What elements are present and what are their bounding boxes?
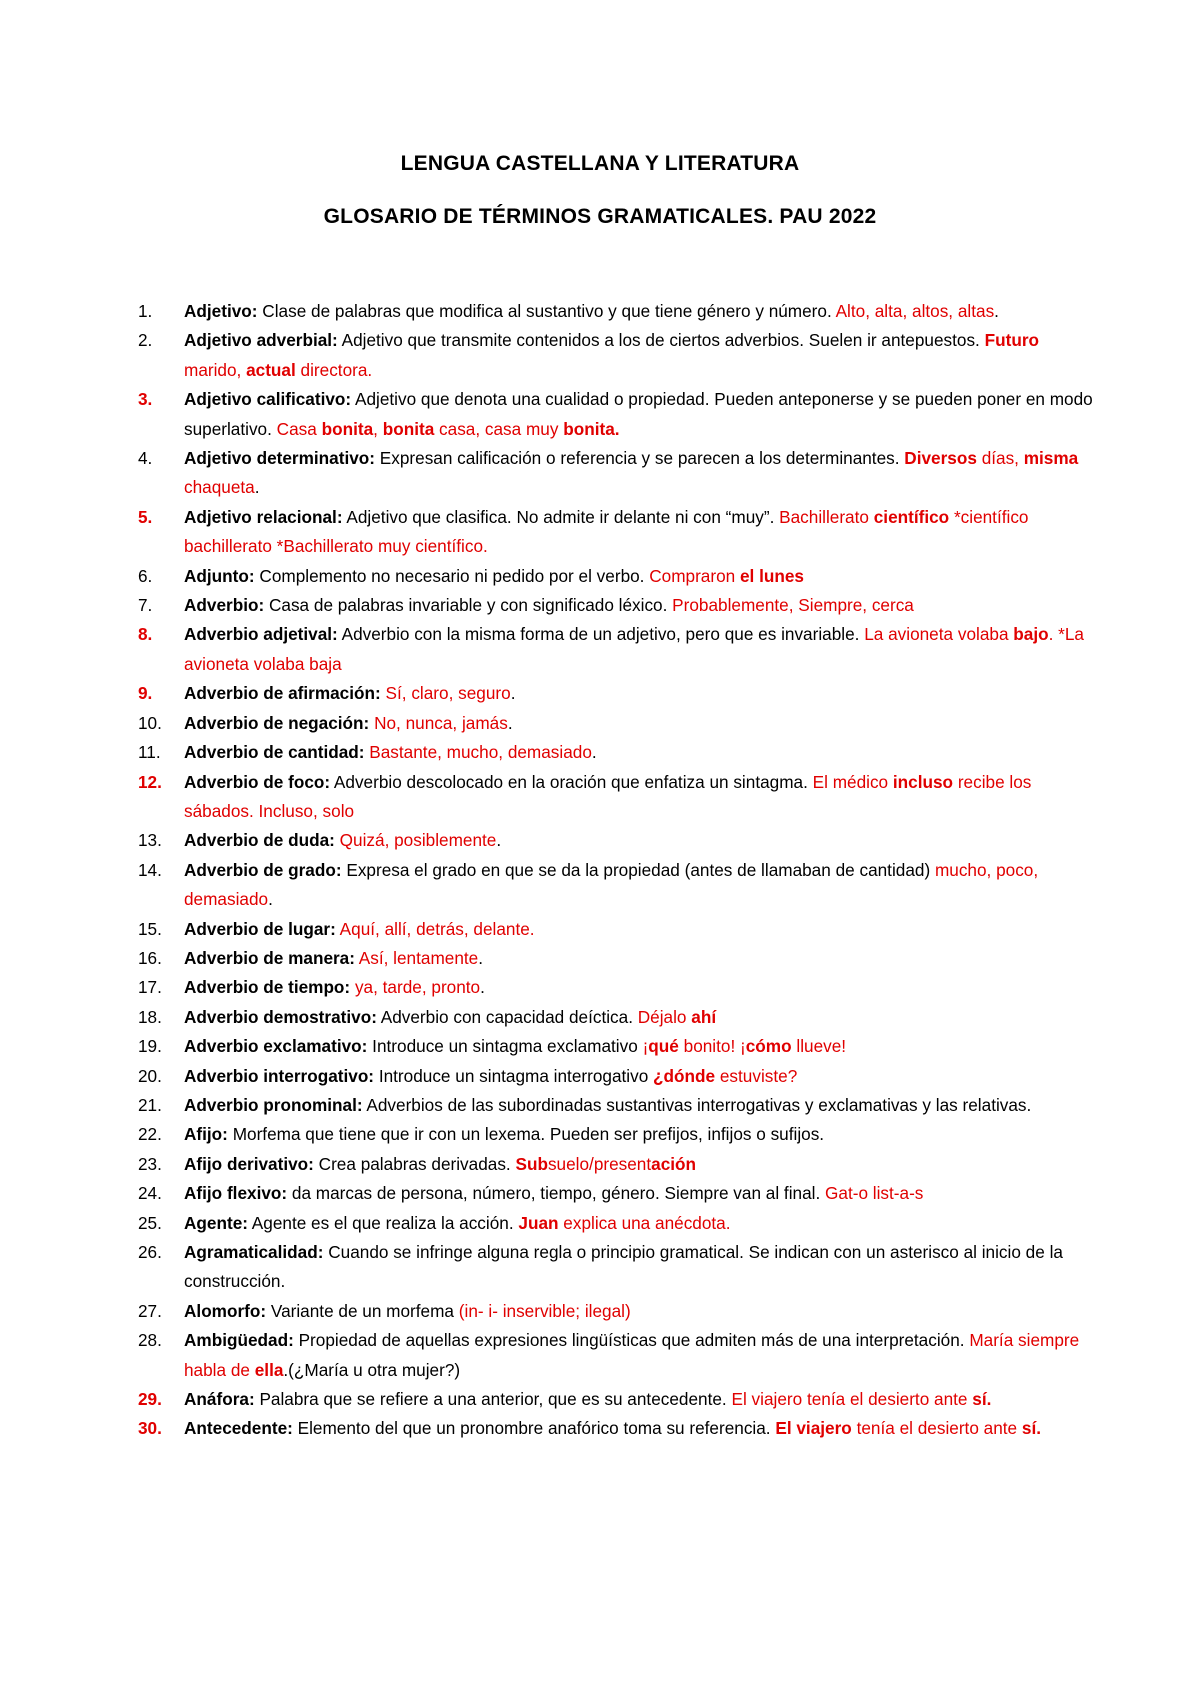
entry-term: Ambigüedad:	[184, 1330, 294, 1351]
glossary-entry	[138, 1297, 1098, 1326]
entry-number: 3.	[138, 389, 153, 410]
entry-definition: .	[480, 977, 485, 998]
entry-example-emphasis: bonita	[382, 418, 435, 439]
entry-example: explica una anécdota.	[558, 1212, 731, 1233]
entry-example: Compraron	[649, 565, 740, 586]
entry-example: Alto, alta, altos, altas	[835, 301, 995, 321]
entry-number: 30.	[138, 1418, 162, 1439]
entry-definition: .	[268, 889, 273, 910]
entry-number: 6.	[138, 565, 153, 586]
entry-example-emphasis: qué	[648, 1036, 679, 1057]
glossary-entry	[138, 1003, 1098, 1032]
entry-definition: da marcas de persona, número, tiempo, género. Siempre van al final.	[287, 1183, 826, 1204]
entry-example: Quizá, posiblemente	[339, 830, 497, 851]
entry-number: 5.	[138, 506, 153, 527]
entry-number: 24.	[138, 1183, 162, 1204]
entry-definition: Adjetivo que clasifica. No admite ir delante ni con “muy”.	[342, 506, 780, 527]
glossary-entry	[138, 915, 1098, 944]
entry-example-emphasis: Futuro	[984, 330, 1040, 351]
entry-definition: Propiedad de aquellas expresiones lingüísticas que admiten más de una interpretación.	[293, 1330, 970, 1351]
entry-number: 23.	[138, 1153, 162, 1174]
glossary-entry	[138, 826, 1098, 855]
entry-definition: Expresa el grado en que se da la propiedad (antes de llamaban de cantidad)	[341, 859, 935, 880]
entry-example: ¡	[642, 1036, 649, 1057]
glossary-entry	[138, 679, 1098, 708]
entry-term: Agente:	[184, 1212, 248, 1233]
entry-example: mucho, poco, demasiado	[184, 859, 1039, 910]
entry-number: 2.	[138, 330, 153, 351]
entry-definition: Adjetivo que denota una cualidad o propiedad. Pueden anteponerse y se pueden poner en modo superlativo.	[184, 389, 1093, 439]
entry-example: Bachillerato	[779, 506, 874, 527]
entry-number: 25.	[138, 1212, 162, 1233]
entry-number: 19.	[138, 1036, 162, 1057]
document-subtitle: GLOSARIO DE TÉRMINOS GRAMATICALES. PAU 2022	[323, 205, 877, 228]
entry-definition: Expresan calificación o referencia y se parecen a los determinantes.	[375, 448, 905, 469]
entry-term: Antecedente:	[184, 1418, 293, 1439]
glossary-entry	[138, 562, 1098, 591]
entry-definition: .	[510, 683, 516, 704]
entry-number: 22.	[138, 1124, 162, 1145]
entry-definition: .	[591, 742, 597, 763]
entry-example-emphasis: ella	[254, 1359, 284, 1380]
entry-definition: .	[478, 947, 484, 968]
entry-number: 20.	[138, 1065, 162, 1086]
entry-example: Aquí, allí, detrás, delante.	[339, 918, 535, 939]
glossary-entry	[138, 444, 1098, 503]
entry-definition: .	[254, 477, 260, 498]
entry-example: bonito! ¡	[678, 1036, 746, 1057]
entry-example: Gat-o list-a-s	[825, 1183, 924, 1204]
entry-definition: Adverbio descolocado en la oración que enfatiza un sintagma.	[330, 771, 813, 792]
entry-number: 26.	[138, 1242, 162, 1262]
entry-example: . *La avioneta volaba baja	[184, 624, 1084, 674]
entry-term: Adverbio de foco:	[184, 771, 331, 792]
entry-term: Adverbio de grado:	[184, 859, 342, 880]
entry-example: María siempre habla de	[184, 1330, 1080, 1380]
entry-term: Afijo derivativo:	[184, 1153, 314, 1174]
glossary-entry	[138, 768, 1098, 827]
entry-number: 21.	[138, 1094, 162, 1115]
entry-example-emphasis: incluso	[892, 771, 954, 792]
entry-example: casa, casa muy	[434, 418, 564, 439]
glossary-entry	[138, 1209, 1098, 1238]
entry-term: Adjunto:	[184, 565, 255, 586]
entry-number: 4.	[138, 448, 153, 469]
entry-number: 11.	[138, 742, 161, 763]
entry-definition: Introduce un sintagma interrogativo	[374, 1065, 654, 1086]
entry-definition: Cuando se infringe alguna regla o principio gramatical. Se indican con un asterisco al inicio de la construcción.	[184, 1242, 1063, 1292]
entry-definition: .	[994, 301, 999, 321]
entry-number: 14.	[138, 859, 162, 880]
entry-number: 18.	[138, 1006, 162, 1027]
entry-number: 28.	[138, 1330, 162, 1351]
entry-example: Probablemente, Siempre, cerca	[672, 595, 914, 616]
entry-example-emphasis: bonita	[321, 418, 374, 439]
entry-term: Adjetivo:	[184, 301, 258, 321]
entry-definition: Complemento no necesario ni pedido por el verbo.	[254, 565, 650, 586]
entry-example-emphasis: misma	[1023, 448, 1079, 469]
entry-example-emphasis: ación	[651, 1153, 697, 1174]
glossary-entry	[138, 1238, 1098, 1297]
entry-example-emphasis: actual	[246, 359, 296, 380]
entry-term: Adverbio de negación:	[184, 712, 370, 733]
entry-term: Adverbio interrogativo:	[184, 1065, 375, 1086]
entry-definition: Adverbio con la misma forma de un adjetivo, pero que es invariable.	[337, 624, 865, 645]
glossary-entry	[138, 591, 1098, 620]
glossary-entry	[138, 1326, 1098, 1385]
entry-example: Casa	[276, 418, 322, 439]
entry-example: estuviste?	[715, 1065, 798, 1086]
entry-example: (in- i- inservible; ilegal)	[458, 1300, 631, 1321]
entry-example-emphasis: científico	[873, 506, 950, 527]
entry-term: Adjetivo adverbial:	[184, 330, 338, 351]
entry-definition: Elemento del que un pronombre anafórico toma su referencia.	[292, 1418, 776, 1439]
entry-term: Agramaticalidad:	[184, 1242, 324, 1262]
entry-example: ya, tarde, pronto	[354, 977, 481, 998]
glossary-entry	[138, 1179, 1098, 1208]
entry-definition: Agente es el que realiza la acción.	[247, 1212, 519, 1233]
entry-definition: Adverbios de las subordinadas sustantivas interrogativas y exclamativas y las relativas.	[362, 1094, 1032, 1115]
entry-example: tenía el desierto ante	[851, 1418, 1022, 1439]
glossary-entry	[138, 297, 1098, 326]
entry-term: Adjetivo determinativo:	[184, 448, 376, 469]
entry-definition: Palabra que se refiere a una anterior, que es su antecedente.	[254, 1389, 732, 1410]
entry-example-emphasis: ¿dónde	[653, 1065, 716, 1086]
glossary-entry	[138, 738, 1098, 767]
entry-definition: .	[507, 712, 513, 733]
entry-term: Anáfora:	[184, 1389, 255, 1410]
entry-example: directora.	[295, 359, 373, 380]
entry-term: Adverbio demostrativo:	[184, 1006, 377, 1027]
entry-number: 27.	[138, 1300, 162, 1321]
entry-example: Bastante, mucho, demasiado	[369, 742, 592, 763]
entry-term: Adjetivo relacional:	[184, 506, 343, 527]
glossary-entry	[138, 944, 1098, 973]
entry-example: chaqueta	[184, 477, 255, 498]
glossary-entry	[138, 1062, 1098, 1091]
entry-example: marido,	[184, 359, 247, 380]
entry-number: 29.	[138, 1389, 162, 1410]
entry-number: 9.	[138, 683, 153, 704]
entry-term: Adverbio adjetival:	[184, 624, 338, 645]
entry-example-emphasis: bonita.	[563, 418, 620, 439]
entry-term: Adverbio de manera:	[184, 947, 355, 968]
entry-definition: Variante de un morfema	[266, 1300, 459, 1321]
entry-example: *científico bachillerato *Bachillerato muy científico.	[184, 506, 1029, 557]
glossary-entry	[138, 503, 1098, 562]
entry-definition: Clase de palabras que modifica al sustantivo y que tiene género y número.	[257, 301, 836, 321]
entry-example: Así, lentamente	[358, 947, 479, 968]
entry-example-emphasis: Sub	[515, 1153, 548, 1174]
entry-example-emphasis: sí.	[972, 1389, 992, 1410]
entry-number: 10.	[138, 712, 162, 733]
entry-term: Adverbio exclamativo:	[184, 1036, 368, 1057]
entry-example-emphasis: El viajero	[775, 1418, 852, 1439]
entry-term: Adverbio de afirmación:	[184, 683, 381, 704]
entry-definition: Introduce un sintagma exclamativo	[367, 1036, 643, 1057]
entry-term: Alomorfo:	[184, 1300, 267, 1321]
entry-term: Adverbio:	[184, 595, 265, 616]
entry-example: Sí, claro, seguro	[385, 683, 511, 704]
entry-example-emphasis: sí.	[1021, 1418, 1041, 1439]
entry-example: días,	[976, 448, 1024, 469]
glossary-entry	[138, 1091, 1098, 1120]
glossary-entry	[138, 1032, 1098, 1061]
entry-definition: Morfema que tiene que ir con un lexema. Pueden ser prefijos, infijos o sufijos.	[227, 1124, 825, 1145]
glossary-entry	[138, 326, 1098, 385]
entry-definition: Adverbio con capacidad deíctica.	[376, 1006, 638, 1027]
entry-example: llueve!	[791, 1036, 847, 1057]
entry-term: Afijo flexivo:	[184, 1183, 288, 1204]
entry-term: Afijo:	[184, 1124, 228, 1145]
entry-example-emphasis: cómo	[745, 1036, 792, 1057]
entry-number: 7.	[138, 595, 153, 616]
entry-number: 13.	[138, 830, 162, 851]
entry-example: recibe los sábados. Incluso, solo	[184, 771, 1032, 821]
glossary-entry	[138, 620, 1098, 679]
entry-example: El médico	[812, 771, 893, 792]
glossary-list	[138, 297, 1098, 1444]
entry-example-emphasis: el lunes	[739, 565, 804, 586]
entry-definition: Adjetivo que transmite contenidos a los de ciertos adverbios. Suelen ir antepuestos.	[337, 330, 985, 351]
document-title: LENGUA CASTELLANA Y LITERATURA	[400, 152, 800, 175]
glossary-entry	[138, 973, 1098, 1002]
entry-example-emphasis: bajo	[1013, 624, 1049, 645]
entry-term: Adverbio pronominal:	[184, 1094, 363, 1115]
glossary-entry	[138, 856, 1098, 915]
entry-number: 8.	[138, 624, 153, 645]
glossary-entry	[138, 385, 1098, 444]
entry-example: La avioneta volaba	[864, 624, 1014, 645]
glossary-entry	[138, 1385, 1098, 1414]
entry-definition: .(¿María u otra mujer?)	[283, 1359, 461, 1380]
glossary-entry	[138, 1120, 1098, 1149]
entry-example-emphasis: Juan	[518, 1212, 559, 1233]
entry-example: suelo/present	[547, 1153, 652, 1174]
entry-number: 1.	[138, 301, 153, 321]
entry-term: Adjetivo calificativo:	[184, 389, 352, 410]
entry-definition: Crea palabras derivadas.	[313, 1153, 516, 1174]
entry-example: Déjalo	[637, 1006, 692, 1027]
entry-example: ,	[373, 418, 383, 439]
entry-example-emphasis: Diversos	[904, 448, 977, 469]
entry-number: 17.	[138, 977, 162, 998]
entry-example: El viajero tenía el desierto ante	[731, 1389, 973, 1410]
entry-definition: .	[496, 830, 502, 851]
glossary-entry	[138, 1150, 1098, 1179]
entry-term: Adverbio de tiempo:	[184, 977, 351, 998]
entry-term: Adverbio de lugar:	[184, 918, 336, 939]
entry-example: No, nunca, jamás	[374, 712, 508, 733]
entry-number: 15.	[138, 918, 162, 939]
entry-example-emphasis: ahí	[691, 1006, 717, 1027]
entry-term: Adverbio de duda:	[184, 830, 335, 851]
entry-number: 16.	[138, 947, 162, 968]
entry-number: 12.	[138, 771, 162, 792]
glossary-entry	[138, 1414, 1098, 1443]
entry-definition: Casa de palabras invariable y con significado léxico.	[264, 595, 673, 616]
glossary-entry	[138, 709, 1098, 738]
entry-term: Adverbio de cantidad:	[184, 742, 365, 763]
